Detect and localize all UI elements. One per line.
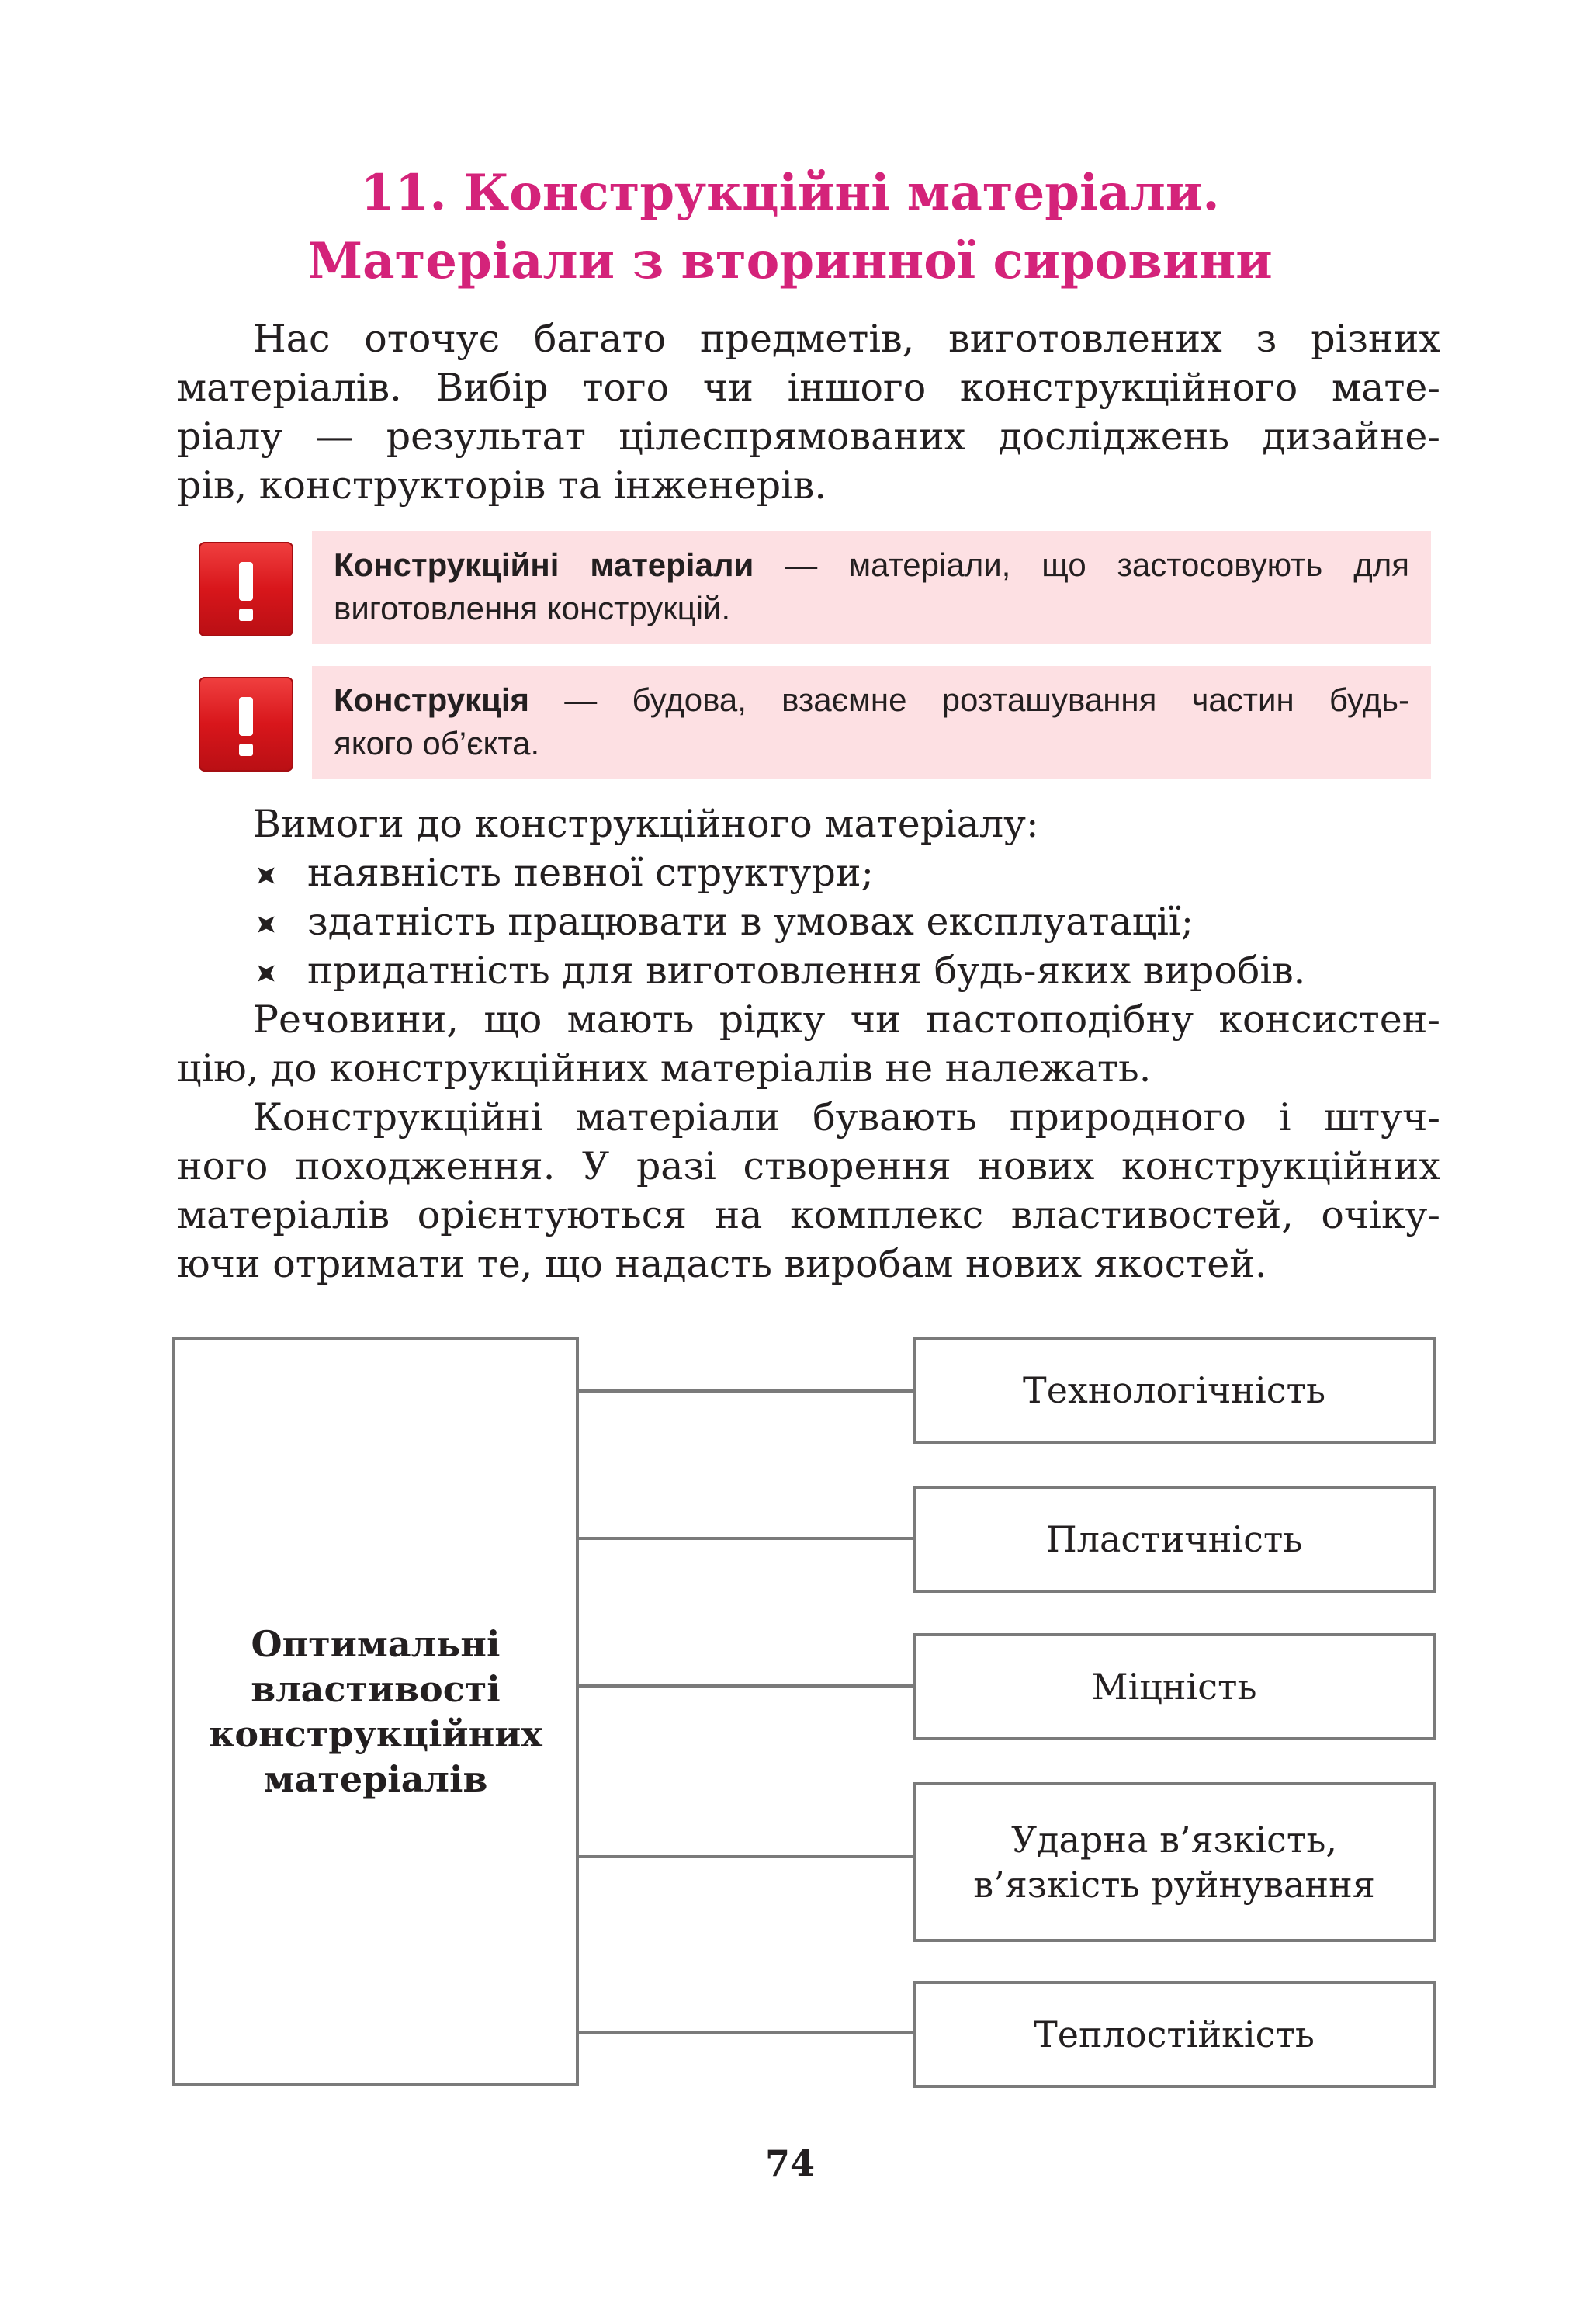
connector-line bbox=[579, 1537, 913, 1540]
connector-line bbox=[579, 2031, 913, 2034]
main-box-line: конструкційних bbox=[209, 1713, 542, 1755]
diagram-main-box bbox=[172, 1337, 579, 2086]
intro-line: Нас оточує багато предметів, виготовлених з різних bbox=[253, 317, 1440, 361]
main-box-line: Оптимальні bbox=[251, 1623, 501, 1665]
paragraph-line: Речовини, що мають рідку чи пастоподібну консистен- bbox=[253, 997, 1440, 1042]
list-item bbox=[177, 848, 1440, 897]
paragraph-line: ного походження. У разі створення нових конструкційних bbox=[177, 1144, 1440, 1188]
title-line-1: 11. Конструкційні матеріали. bbox=[360, 164, 1220, 222]
connector-line bbox=[579, 1684, 913, 1688]
definition-text: — будова, взаємне розташування частин будь- bbox=[529, 682, 1409, 718]
definition-box-2 bbox=[312, 666, 1431, 779]
property-label: Пластичність bbox=[1045, 1518, 1303, 1560]
connector-line bbox=[579, 1389, 913, 1393]
main-box-line: властивості bbox=[251, 1668, 501, 1710]
property-box-toughness bbox=[913, 1782, 1436, 1942]
list-item bbox=[177, 946, 1440, 995]
warning-exclamation-icon bbox=[199, 542, 293, 636]
intro-paragraph bbox=[177, 314, 1440, 510]
list-item-text: наявність певної структури; bbox=[307, 851, 874, 895]
star-bullet-icon bbox=[253, 897, 307, 946]
property-box-strength bbox=[913, 1633, 1436, 1740]
list-item-text: придатність для виготовлення будь-яких виробів. bbox=[307, 949, 1306, 993]
intro-line: матеріалів. Вибір того чи іншого конструкційного мате- bbox=[177, 366, 1440, 410]
property-label: Теплостійкість bbox=[1034, 2014, 1315, 2055]
paragraph-line: ючи отримати те, що надасть виробам нових якостей. bbox=[177, 1242, 1267, 1286]
title-line-2: Матеріали з вторинної сировини bbox=[307, 232, 1273, 290]
connector-line bbox=[579, 1855, 913, 1858]
intro-line: ріалу — результат цілеспрямованих досліджень дизайне- bbox=[177, 415, 1440, 459]
intro-line: рів, конструкторів та інженерів. bbox=[177, 463, 826, 508]
property-box-technological bbox=[913, 1337, 1436, 1444]
property-box-heat-resistance bbox=[913, 1981, 1436, 2088]
definition-term: Конструкційні матеріали bbox=[334, 546, 754, 583]
page-title bbox=[0, 159, 1580, 296]
list-item-text: здатність працювати в умовах експлуатації; bbox=[307, 900, 1194, 944]
property-box-plasticity bbox=[913, 1486, 1436, 1593]
property-label: Ударна в’язкість, bbox=[1010, 1819, 1338, 1861]
property-label: Технологічність bbox=[1023, 1369, 1325, 1411]
paragraph-line: цію, до конструкційних матеріалів не належать. bbox=[177, 1046, 1152, 1091]
warning-exclamation-icon bbox=[199, 677, 293, 772]
definition-text: виготовлення конструкцій. bbox=[334, 590, 731, 626]
list-item bbox=[177, 897, 1440, 946]
requirements-section bbox=[177, 800, 1440, 1289]
definition-text: — матеріали, що застосовують для bbox=[754, 546, 1409, 583]
paragraph-line: матеріалів орієнтуються на комплекс властивостей, очіку- bbox=[177, 1193, 1440, 1237]
main-box-line: матеріалів bbox=[263, 1758, 488, 1800]
property-label: Міцність bbox=[1091, 1666, 1257, 1708]
star-bullet-icon bbox=[253, 946, 307, 995]
paragraph-line: Конструкційні матеріали бувають природного і штуч- bbox=[253, 1095, 1440, 1139]
definition-term: Конструкція bbox=[334, 682, 530, 718]
property-label: в’язкість руйнування bbox=[973, 1864, 1375, 1906]
definition-text: якого об’єкта. bbox=[334, 725, 540, 761]
star-bullet-icon bbox=[253, 848, 307, 897]
page-number: 74 bbox=[764, 2142, 815, 2184]
definition-box-1 bbox=[312, 531, 1431, 644]
requirements-heading: Вимоги до конструкційного матеріалу: bbox=[253, 802, 1039, 846]
